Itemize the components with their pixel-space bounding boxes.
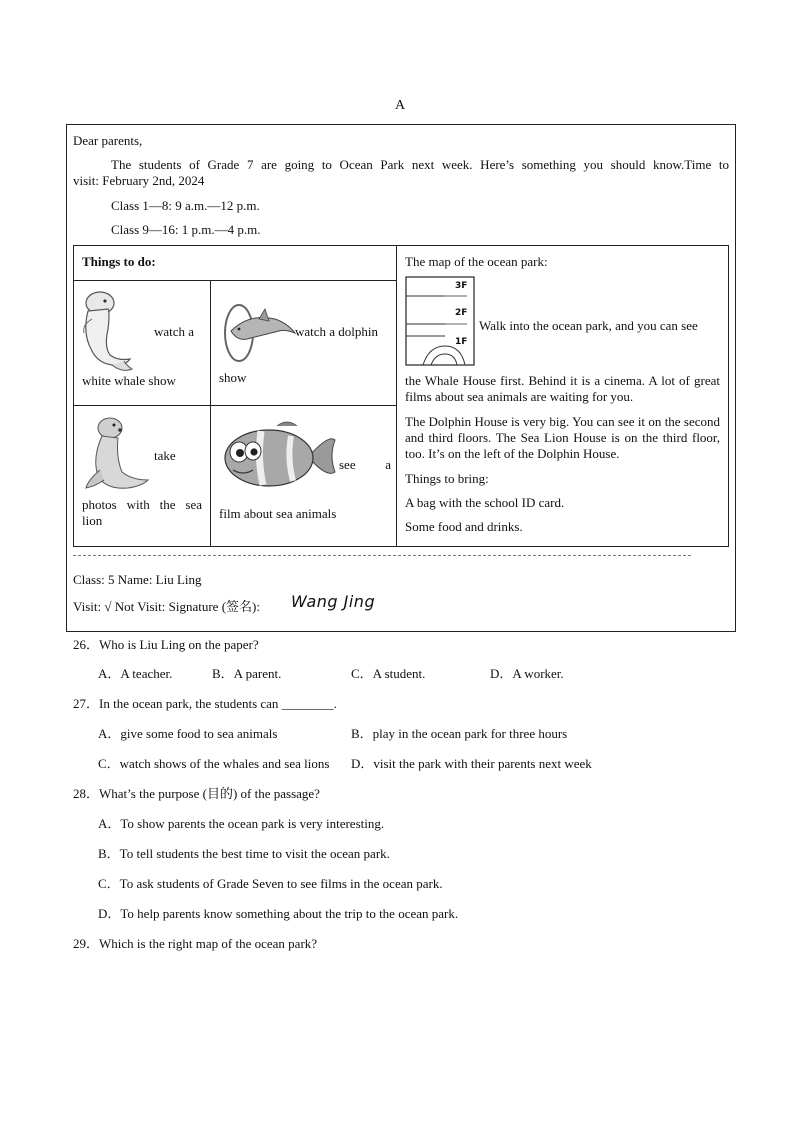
q27-option-b[interactable]: B．play in the ocean park for three hours: [351, 726, 568, 741]
activity-sea-lion-post: photos with the sea lion: [82, 497, 202, 528]
activity-cell-film: [211, 406, 396, 546]
question-28: [73, 786, 320, 802]
map-column: [397, 246, 728, 546]
map-text-rest: the Whale House first. Behind it is a cinema. A lot of great films about sea animals are waiting for you.: [405, 373, 720, 404]
things-to-bring-heading: Things to bring:: [405, 471, 489, 486]
dolphin-hoop-icon: [219, 299, 299, 365]
question-27: [73, 696, 337, 712]
activity-cell-whale: [74, 281, 210, 405]
ocean-park-map: [405, 276, 475, 366]
reply-class-name: Class: 5 Name: Liu Ling: [73, 572, 202, 587]
question-text: Which is the right map of the ocean park?: [99, 936, 318, 951]
q27-option-c[interactable]: C．watch shows of the whales and sea lions: [98, 756, 330, 771]
schedule-line-1: Class 1—8: 9 a.m.—12 p.m.: [111, 198, 260, 213]
activity-dolphin-pre: watch a dolphin: [295, 324, 379, 339]
q28-option-c[interactable]: C．To ask students of Grade Seven to see films in the ocean park.: [98, 876, 443, 891]
q27-option-a[interactable]: A．give some food to sea animals: [98, 726, 278, 741]
things-to-do-heading: Things to do:: [82, 254, 156, 269]
activity-cell-sea-lion: [74, 406, 210, 546]
map-floor-2f: 2F: [455, 308, 468, 318]
white-whale-icon: [78, 289, 134, 373]
question-26: [73, 637, 259, 653]
question-29: [73, 936, 317, 952]
q26-option-b[interactable]: B．A parent.: [212, 666, 282, 681]
greeting: Dear parents,: [73, 133, 143, 148]
bring-item-2: Some food and drinks.: [405, 519, 523, 534]
map-floor-3f: 3F: [455, 281, 468, 291]
dolphin-house-text: The Dolphin House is very big. You can see it on the second and third floors. The Sea Lion House is on the third floor, too. It’s on the left of the Dolphin House.: [405, 414, 720, 461]
q26-option-d[interactable]: D．A worker.: [490, 666, 564, 681]
activity-film-post: film about sea animals: [219, 506, 337, 521]
q28-option-b[interactable]: B．To tell students the best time to visit the ocean park.: [98, 846, 390, 861]
question-number: 26．: [73, 637, 100, 652]
clownfish-icon: [217, 418, 337, 494]
intro-line-1: The students of Grade 7 are going to Ocean Park next week. Here’s something you should know.Time to: [111, 157, 729, 172]
activity-film-pre: see a: [339, 457, 391, 472]
map-heading: The map of the ocean park:: [405, 254, 548, 269]
activity-cell-dolphin: [211, 281, 396, 405]
map-floor-1f: 1F: [455, 337, 468, 347]
section-label: A: [394, 98, 406, 113]
q28-option-d[interactable]: D．To help parents know something about the trip to the ocean park.: [98, 906, 459, 921]
sea-lion-icon: [82, 414, 150, 494]
activity-whale-post: white whale show: [82, 373, 176, 388]
question-text: What’s the purpose (目的) of the passage?: [99, 786, 320, 801]
question-text: Who is Liu Ling on the paper?: [99, 637, 259, 652]
cut-line: [73, 555, 691, 556]
question-text: In the ocean park, the students can ________.: [99, 696, 337, 711]
map-text-inline: Walk into the ocean park, and you can see: [479, 318, 698, 333]
bring-item-1: A bag with the school ID card.: [405, 495, 565, 510]
activity-dolphin-post: show: [219, 370, 247, 385]
q27-option-d[interactable]: D．visit the park with their parents next week: [351, 756, 592, 771]
signature: Wang Jing: [291, 592, 376, 611]
q28-option-a[interactable]: A．To show parents the ocean park is very interesting.: [98, 816, 385, 831]
q26-option-a[interactable]: A．A teacher.: [98, 666, 173, 681]
info-table: [73, 245, 729, 547]
question-number: 29．: [73, 936, 100, 951]
activity-whale-pre: watch a: [154, 324, 195, 339]
question-number: 28．: [73, 786, 100, 801]
schedule-line-2: Class 9—16: 1 p.m.—4 p.m.: [111, 222, 261, 237]
activity-sea-lion-pre: take: [154, 448, 176, 463]
question-number: 27．: [73, 696, 100, 711]
q26-option-c[interactable]: C．A student.: [351, 666, 426, 681]
intro-line-2: visit: February 2nd, 2024: [73, 173, 205, 188]
letter-frame: [66, 124, 736, 632]
reply-visit-line: Visit: √ Not Visit: Signature (签名):: [73, 599, 260, 614]
